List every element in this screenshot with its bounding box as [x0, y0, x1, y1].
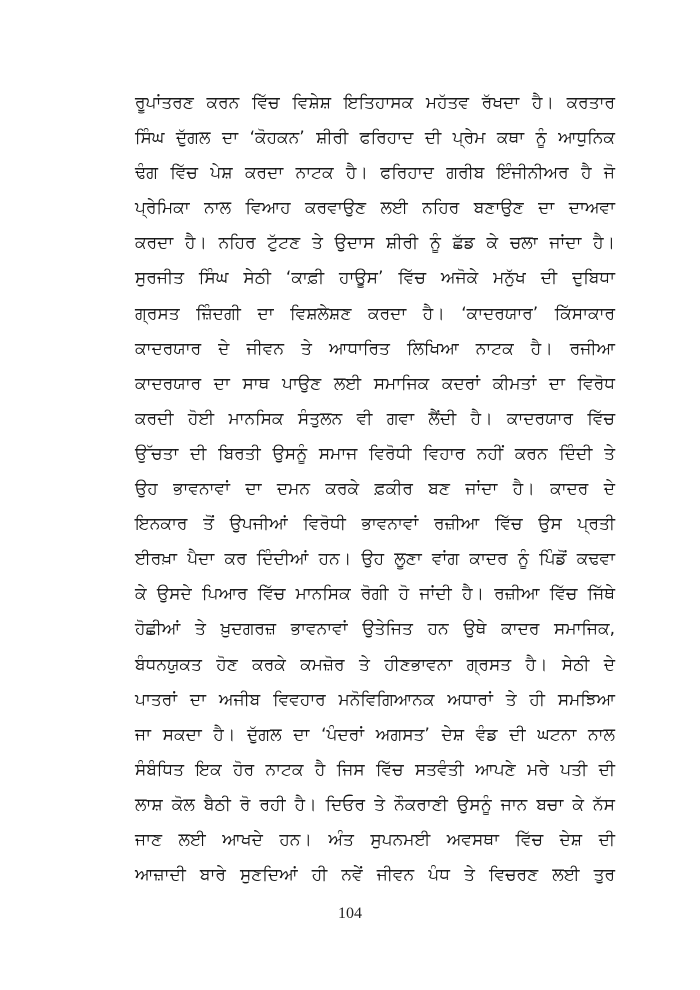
- text-line: ਕਾਦਰਯਾਰ ਦਾ ਸਾਥ ਪਾਉਣ ਲਈ ਸਮਾਜਿਕ ਕਦਰਾਂ ਕੀਮਤਾਂ ਦਾ ਵਿਰੋਧ: [135, 373, 615, 394]
- text-line: ਕਰਦੀ ਹੋਈ ਮਾਨਸਿਕ ਸੰਤੁਲਨ ਵੀ ਗਵਾ ਲੈਂਦੀ ਹੈ। ਕਾਦਰਯਾਰ ਵਿੱਚ: [135, 408, 615, 429]
- text-line: ਉਹ ਭਾਵਨਾਵਾਂ ਦਾ ਦਮਨ ਕਰਕੇ ਫ਼ਕੀਰ ਬਣ ਜਾਂਦਾ ਹੈ। ਕਾਦਰ ਦੇ: [135, 479, 615, 500]
- text-line: ਬੰਧਨਯੁਕਤ ਹੋਣ ਕਰਕੇ ਕਮਜ਼ੋਰ ਤੇ ਹੀਣਭਾਵਨਾ ਗ੍ਰਸਤ ਹੈ। ਸੇਠੀ ਦੇ: [135, 654, 615, 675]
- text-line: ਢੰਗ ਵਿੱਚ ਪੇਸ਼ ਕਰਦਾ ਨਾਟਕ ਹੈ। ਫਰਿਹਾਦ ਗਰੀਬ ਇੰਜੀਨੀਅਰ ਹੈ ਜੋ: [135, 163, 615, 184]
- text-line: ਇਨਕਾਰ ਤੋਂ ਉਪਜੀਆਂ ਵਿਰੋਧੀ ਭਾਵਨਾਵਾਂ ਰਜ਼ੀਆ ਵਿੱਚ ਉਸ ਪ੍ਰਤੀ: [135, 514, 615, 535]
- text-line: ਹੋਛੀਆਂ ਤੇ ਖ਼ੁਦਗਰਜ਼ ਭਾਵਨਾਵਾਂ ਉਤੇਜਿਤ ਹਨ ਉਥੇ ਕਾਦਰ ਸਮਾਜਿਕ,: [135, 619, 615, 640]
- page-number: 104: [338, 905, 362, 922]
- text-line: ਸਿੰਘ ਦੁੱਗਲ ਦਾ ‘ਕੋਹਕਨ’ ਸ਼ੀਰੀ ਫਰਿਹਾਦ ਦੀ ਪ੍ਰੇਮ ਕਥਾ ਨੂੰ ਆਧੁਨਿਕ: [135, 128, 615, 149]
- text-line: ਸੁਰਜੀਤ ਸਿੰਘ ਸੇਠੀ ‘ਕਾਫ਼ੀ ਹਾਊਸ’ ਵਿੱਚ ਅਜੋਕੇ ਮਨੁੱਖ ਦੀ ਦੁਬਿਧਾ: [135, 268, 615, 289]
- text-line: ਉੱਚਤਾ ਦੀ ਬਿਰਤੀ ਉਸਨੂੰ ਸਮਾਜ ਵਿਰੋਧੀ ਵਿਹਾਰ ਨਹੀਂ ਕਰਨ ਦਿੰਦੀ ਤੇ: [135, 443, 615, 464]
- text-line: ਈਰਖ਼ਾ ਪੈਦਾ ਕਰ ਦਿੰਦੀਆਂ ਹਨ। ਉਹ ਲੂਣਾ ਵਾਂਗ ਕਾਦਰ ਨੂੰ ਪਿੰਡੋਂ ਕਢਵਾ: [135, 549, 615, 570]
- text-line: ਪ੍ਰੇਮਿਕਾ ਨਾਲ ਵਿਆਹ ਕਰਵਾਉਣ ਲਈ ਨਹਿਰ ਬਣਾਉਣ ਦਾ ਦਾਅਵਾ: [135, 198, 615, 219]
- text-line: ਜਾਣ ਲਈ ਆਖਦੇ ਹਨ। ਅੰਤ ਸੁਪਨਮਈ ਅਵਸਥਾ ਵਿੱਚ ਦੇਸ਼ ਦੀ: [135, 829, 615, 850]
- text-line: ਲਾਸ਼ ਕੋਲ ਬੈਠੀ ਰੋ ਰਹੀ ਹੈ। ਦਿਓਰ ਤੇ ਨੌਕਰਾਣੀ ਉਸਨੂੰ ਜਾਨ ਬਚਾ ਕੇ ਨੱਸ: [135, 794, 615, 815]
- text-line: ਕੇ ਉਸਦੇ ਪਿਆਰ ਵਿੱਚ ਮਾਨਸਿਕ ਰੋਗੀ ਹੋ ਜਾਂਦੀ ਹੈ। ਰਜ਼ੀਆ ਵਿੱਚ ਜਿੱਥੇ: [135, 584, 615, 605]
- text-line: ਕਾਦਰਯਾਰ ਦੇ ਜੀਵਨ ਤੇ ਆਧਾਰਿਤ ਲਿਖਿਆ ਨਾਟਕ ਹੈ। ਰਜੀਆ: [135, 338, 615, 359]
- text-line: ਸੰਬੰਧਿਤ ਇਕ ਹੋਰ ਨਾਟਕ ਹੈ ਜਿਸ ਵਿੱਚ ਸਤਵੰਤੀ ਆਪਣੇ ਮਰੇ ਪਤੀ ਦੀ: [135, 759, 615, 780]
- text-line: ਆਜ਼ਾਦੀ ਬਾਰੇ ਸੁਣਦਿਆਂ ਹੀ ਨਵੇਂ ਜੀਵਨ ਪੰਧ ਤੇ ਵਿਚਰਣ ਲਈ ਤੁਰ: [135, 865, 615, 886]
- text-line: ਰੂਪਾਂਤਰਣ ਕਰਨ ਵਿੱਚ ਵਿਸ਼ੇਸ਼ ਇਤਿਹਾਸਕ ਮਹੱਤਵ ਰੱਖਦਾ ਹੈ। ਕਰਤਾਰ: [135, 93, 615, 113]
- text-line: ਕਰਦਾ ਹੈ। ਨਹਿਰ ਟੁੱਟਣ ਤੇ ਉਦਾਸ ਸ਼ੀਰੀ ਨੂੰ ਛੱਡ ਕੇ ਚਲਾ ਜਾਂਦਾ ਹੈ।: [135, 233, 615, 254]
- text-line: ਗ੍ਰਸਤ ਜ਼ਿੰਦਗੀ ਦਾ ਵਿਸ਼ਲੇਸ਼ਣ ਕਰਦਾ ਹੈ। ‘ਕਾਦਰਯਾਰ’ ਕਿੱਸਾਕਾਰ: [135, 303, 615, 324]
- text-line: ਪਾਤਰਾਂ ਦਾ ਅਜੀਬ ਵਿਵਹਾਰ ਮਨੋਵਿਗਿਆਨਕ ਅਧਾਰਾਂ ਤੇ ਹੀ ਸਮਝਿਆ: [135, 689, 615, 710]
- body-paragraph: [135, 86, 615, 893]
- text-line: ਜਾ ਸਕਦਾ ਹੈ। ਦੁੱਗਲ ਦਾ ‘ਪੰਦਰਾਂ ਅਗਸਤ’ ਦੇਸ਼ ਵੰਡ ਦੀ ਘਟਨਾ ਨਾਲ: [135, 724, 615, 745]
